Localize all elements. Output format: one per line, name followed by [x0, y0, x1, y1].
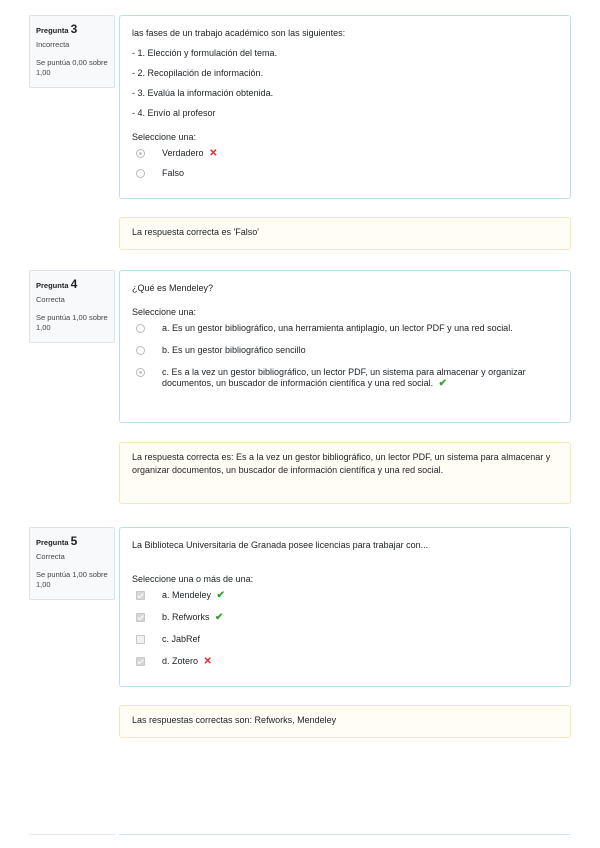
answer-option[interactable]	[132, 608, 558, 628]
question-text-line: - 2. Recopilación de información.	[132, 68, 264, 78]
answer-prompt: Seleccione una:	[132, 307, 197, 317]
radio-button[interactable]	[136, 368, 145, 377]
right-answer: La respuesta correcta es: Es a la vez un gestor bibliográfico, un lector PDF, un sistema para almacenar y organizar documentos, un buscador de información científica y una red social.	[132, 452, 551, 475]
answer-option[interactable]	[132, 363, 558, 389]
question-5-feedback	[119, 705, 571, 738]
checkbox[interactable]	[136, 635, 145, 644]
question-3-info	[29, 15, 115, 88]
option-label: a. Mendeley	[162, 590, 212, 600]
question-number: Pregunta 3	[36, 22, 78, 36]
question-4-feedback	[119, 442, 571, 504]
checkbox[interactable]	[136, 591, 145, 600]
question-5-info	[29, 527, 115, 600]
answer-option[interactable]	[132, 652, 558, 672]
answer-option[interactable]	[132, 341, 558, 361]
option-label: Falso	[162, 168, 185, 178]
answer-option[interactable]	[132, 319, 558, 339]
question-3-feedback	[119, 217, 571, 250]
question-grade: Se puntúa 0,00 sobre 1,00	[36, 58, 108, 77]
option-label: b. Es un gestor bibliográfico sencillo	[162, 345, 306, 355]
answer-prompt: Seleccione una:	[132, 132, 197, 142]
checkbox[interactable]	[136, 613, 145, 622]
option-label: b. Refworks	[162, 612, 210, 622]
option-label: d. Zotero	[162, 656, 199, 666]
question-state: Correcta	[36, 552, 65, 561]
radio-button[interactable]	[136, 149, 145, 158]
question-number: Pregunta 5	[36, 534, 78, 548]
question-4-info	[29, 270, 115, 343]
radio-button[interactable]	[136, 346, 145, 355]
incorrect-icon: ✕	[203, 656, 212, 667]
option-label: Verdadero	[162, 148, 204, 158]
incorrect-icon: ✕	[209, 148, 218, 159]
answer-option[interactable]	[132, 586, 558, 606]
question-text-line: - 4. Envío al profesor	[132, 108, 216, 118]
answer-option[interactable]	[132, 164, 558, 184]
question-text: La Biblioteca Universitaria de Granada posee licencias para trabajar con...	[132, 540, 429, 550]
option-label: c. JabRef	[162, 634, 201, 644]
next-question-info-edge	[29, 834, 115, 835]
right-answer: La respuesta correcta es 'Falso'	[132, 227, 259, 237]
correct-icon: ✔	[215, 612, 224, 623]
question-text: ¿Qué es Mendeley?	[132, 283, 214, 293]
answer-prompt: Seleccione una o más de una:	[132, 574, 254, 584]
radio-button[interactable]	[136, 324, 145, 333]
checkbox[interactable]	[136, 657, 145, 666]
radio-button[interactable]	[136, 169, 145, 178]
question-grade: Se puntúa 1,00 sobre 1,00	[36, 313, 108, 332]
question-4-formulation	[119, 270, 571, 423]
question-state: Incorrecta	[36, 40, 70, 49]
question-text-line: las fases de un trabajo académico son las siguientes:	[132, 28, 346, 38]
option-label: c. Es a la vez un gestor bibliográfico, un lector PDF, un sistema para almacenar y organizar documentos, un buscador de información científica y una red social.	[162, 367, 526, 388]
right-answer: Las respuestas correctas son: Refworks, Mendeley	[132, 715, 337, 725]
answer-option[interactable]	[132, 630, 558, 650]
answer-option[interactable]	[132, 144, 558, 164]
correct-icon: ✔	[438, 378, 448, 389]
next-question-formulation-edge	[119, 834, 571, 835]
question-number: Pregunta 4	[36, 277, 78, 291]
question-text-line: - 1. Elección y formulación del tema.	[132, 48, 278, 58]
question-state: Correcta	[36, 295, 65, 304]
question-text-line: - 3. Evalúa la información obtenida.	[132, 88, 274, 98]
question-3-formulation	[119, 15, 571, 199]
question-grade: Se puntúa 1,00 sobre 1,00	[36, 570, 108, 589]
correct-icon: ✔	[216, 590, 225, 601]
option-label: a. Es un gestor bibliográfico, una herramienta antiplagio, un lector PDF y una red social.	[162, 323, 513, 333]
question-5-formulation	[119, 527, 571, 687]
